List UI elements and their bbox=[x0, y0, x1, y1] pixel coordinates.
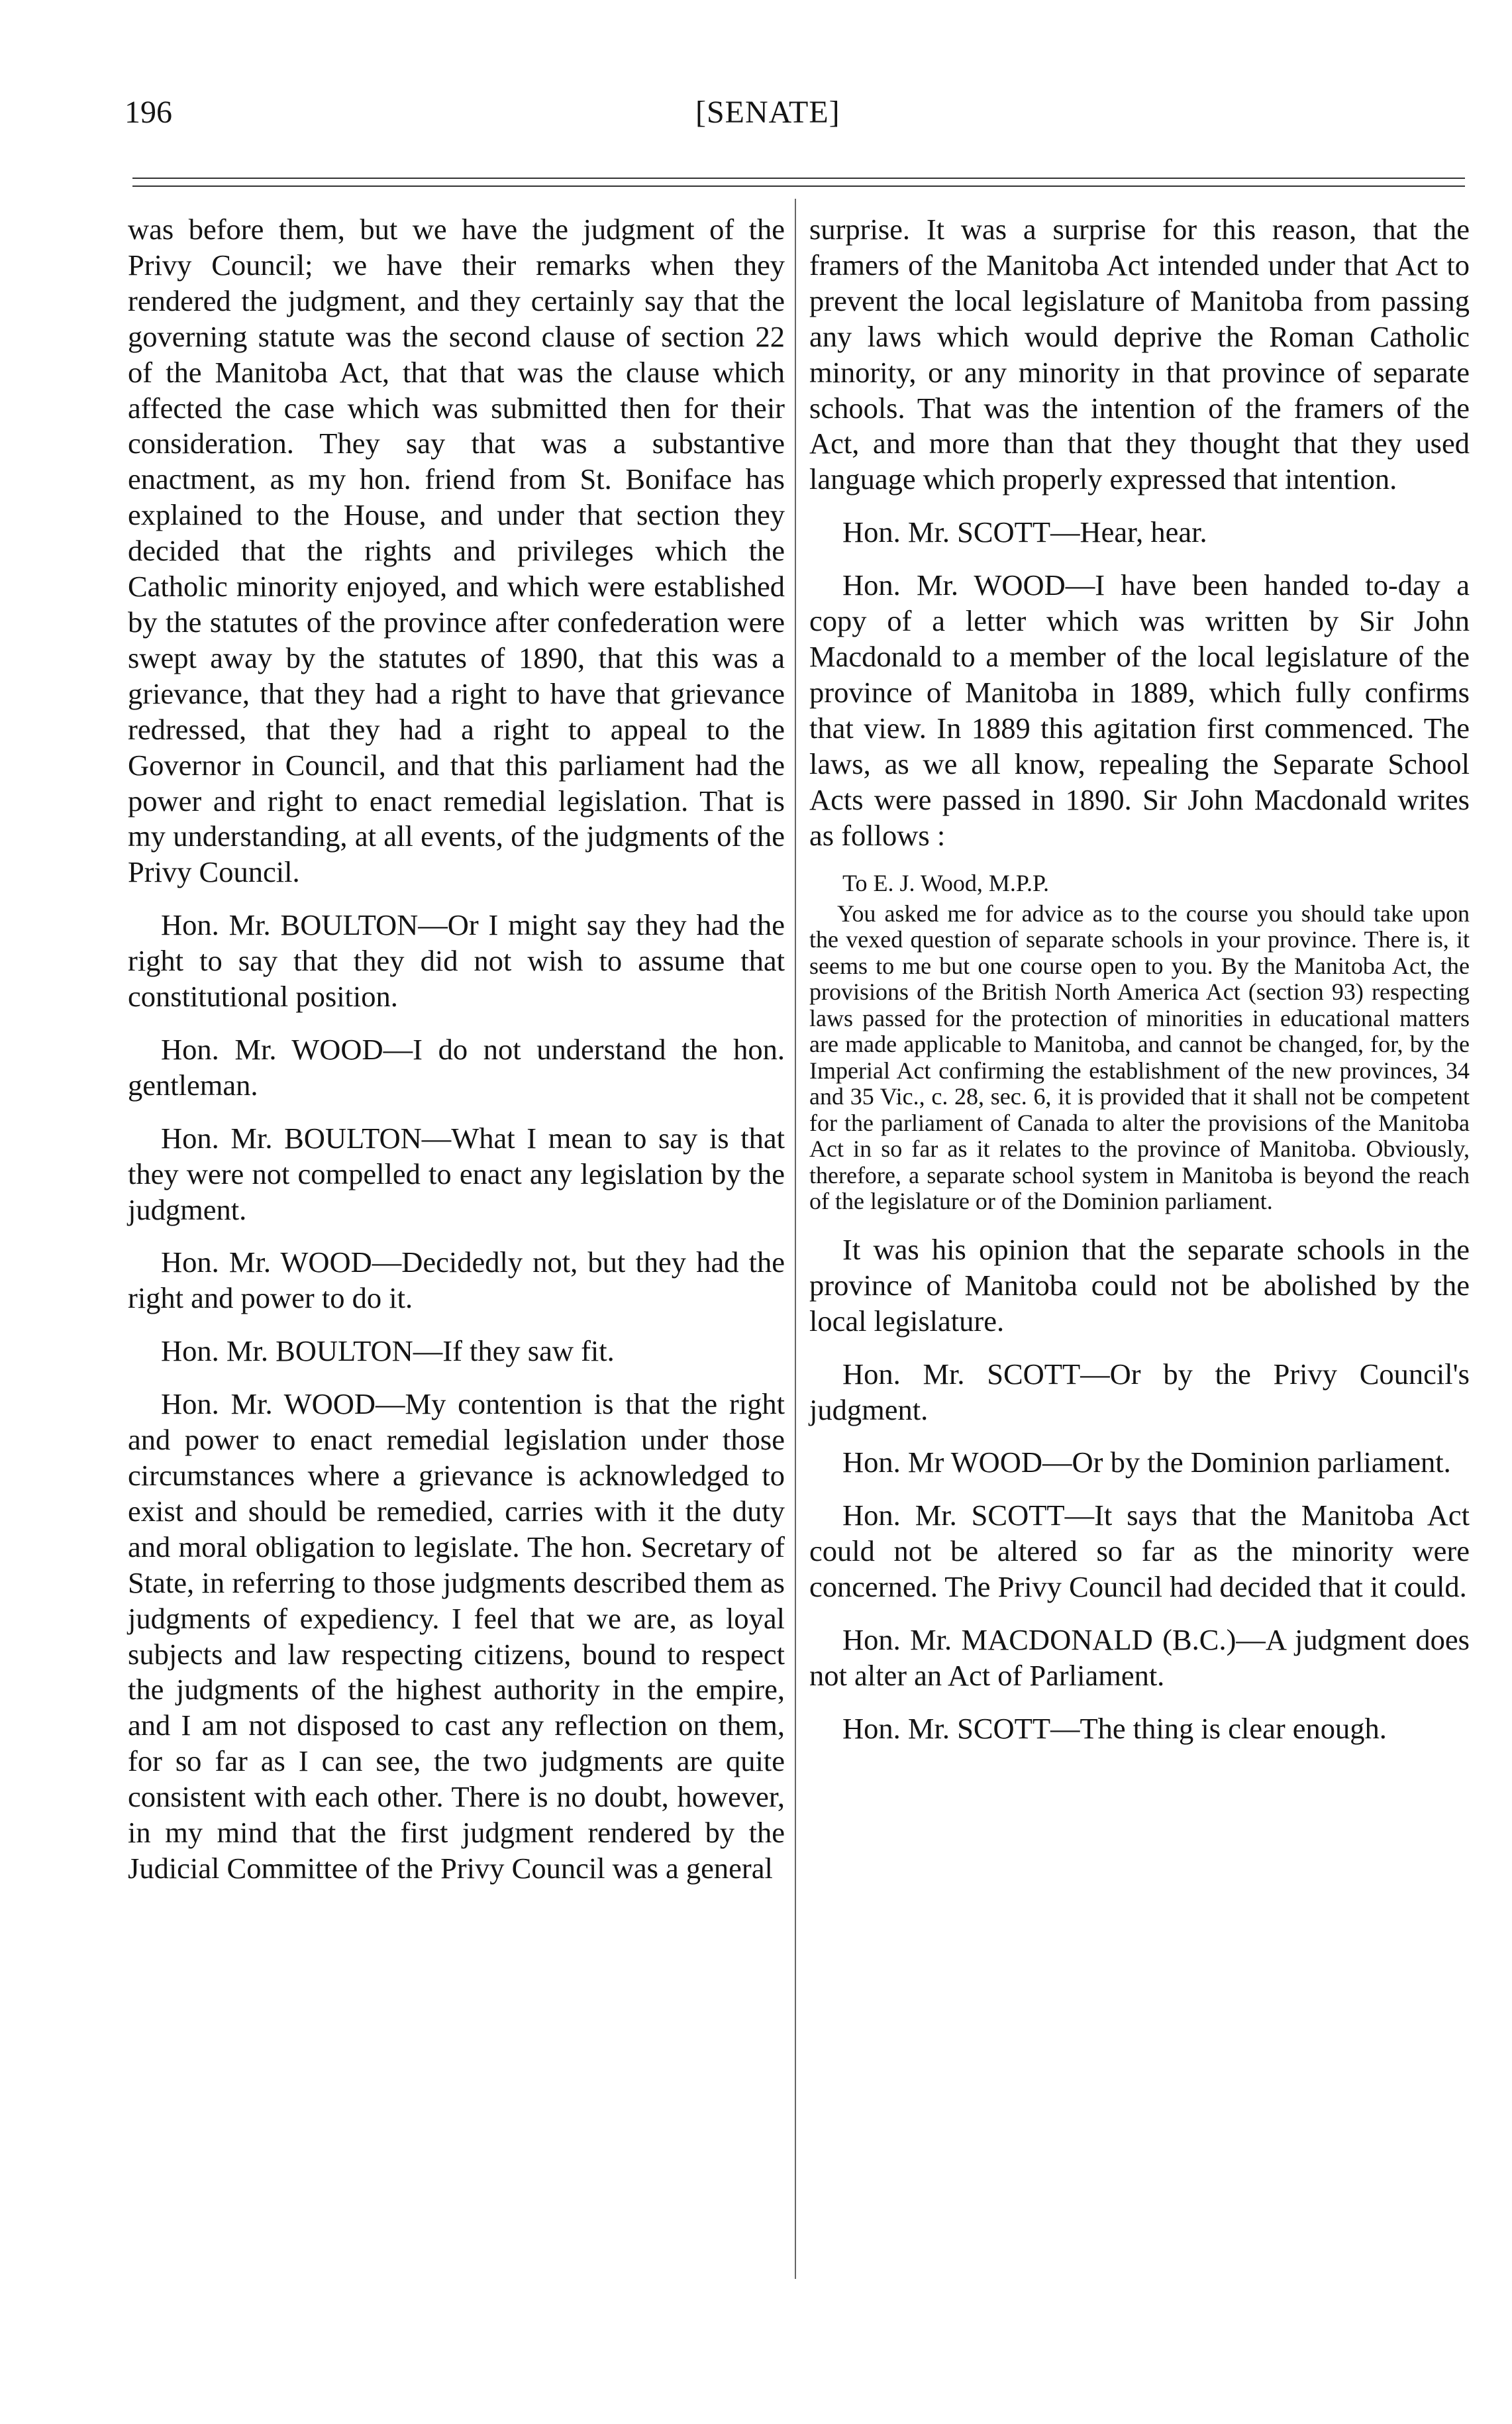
right-paragraph: surprise. It was a surprise for this reason, that the framers of the Manitoba Act intended under that Act to prevent the local legislature of Manitoba from passing any laws which would deprive the Roman Catholic minority, or any minority in that province of separate schools. That was the intention of the framers of the Act, and more than that they thought that they used language which properly expressed that intention. bbox=[809, 213, 1470, 496]
left-paragraph: Hon. Mr. BOULTON—If they saw fit. bbox=[161, 1334, 615, 1368]
right-paragraph: Hon. Mr. SCOTT—It says that the Manitoba Act could not be altered so far as the minority were concerned. The Privy Council had decided that it could. bbox=[809, 1499, 1470, 1604]
left-paragraph: was before them, but we have the judgment of the Privy Council; we have their remarks when they rendered the judgment, and they certainly say that the governing statute was the second clause of section 22 of the Manitoba Act, that that was the clause which affected the case which was submitted then for their consideration. They say that was a substantive enactment, as my hon. friend from St. Boniface has explained to the House, and under that section they decided that the rights and privileges which the Catholic minority enjoyed, and which were established by the statutes of the province after confederation were swept away by the statutes of 1890, that this was a grievance, that they had a right to have that grievance redressed, that they had a right to appeal to the Governor in Council, and that this parliament had the power and right to enact remedial legislation. That is my understanding, at all events, of the judgments of the Privy Council. bbox=[128, 213, 785, 889]
page-number: 196 bbox=[125, 95, 172, 130]
letter-salutation: To E. J. Wood, M.P.P. bbox=[842, 870, 1049, 897]
right-column bbox=[809, 212, 1470, 1747]
right-paragraph: Hon. Mr. WOOD—I have been handed to-day a copy of a letter which was written by Sir John Macdonald to a member of the local legislature of the province of Manitoba in 1889, which fully confirms that view. In 1889 this agitation first commenced. The laws, as we all know, repealing the Separate School Acts were passed in 1890. Sir John Macdonald writes as follows : bbox=[809, 568, 1470, 852]
right-paragraph: Hon. Mr. MACDONALD (B.C.)—A judgment does not alter an Act of Parliament. bbox=[809, 1623, 1470, 1692]
header-rule-top bbox=[132, 178, 1465, 179]
left-paragraph: Hon. Mr. WOOD—My contention is that the right and power to enact remedial legislation under those circumstances where a grievance is acknowledged to exist and should be remedied, carries with it the duty and moral obligation to legislate. The hon. Secretary of State, in referring to those judgments described them as judgments of expediency. I feel that we are, as loyal subjects and law respecting citizens, bound to respect the judgments of the highest authority in the empire, and I am not disposed to cast any reflection on them, for so far as I can see, the two judgments are quite consistent with each other. There is no doubt, however, in my mind that the first judgment rendered by the Judicial Committee of the Privy Council was a general bbox=[128, 1387, 785, 1885]
left-paragraph: Hon. Mr. BOULTON—What I mean to say is that they were not compelled to enact any legislation by the judgment. bbox=[128, 1121, 785, 1226]
right-paragraph: Hon. Mr. SCOTT—The thing is clear enough. bbox=[842, 1711, 1387, 1745]
right-paragraph: Hon. Mr. SCOTT—Hear, hear. bbox=[842, 515, 1207, 549]
left-paragraph: Hon. Mr. BOULTON—Or I might say they had the right to say that they did not wish to assume that constitutional position. bbox=[128, 908, 785, 1014]
right-paragraph: It was his opinion that the separate schools in the province of Manitoba could not be abolished by the local legislature. bbox=[809, 1232, 1470, 1338]
column-divider bbox=[795, 199, 796, 2279]
section-title: [SENATE] bbox=[695, 95, 840, 130]
left-paragraph: Hon. Mr. WOOD—Decidedly not, but they had the right and power to do it. bbox=[128, 1245, 785, 1315]
right-paragraph: Hon. Mr WOOD—Or by the Dominion parliament. bbox=[842, 1446, 1451, 1479]
letter-body: You asked me for advice as to the course you should take upon the vexed question of separate schools in your province. There is, it seems to me but one course open to you. By the Manitoba Act, the provisions of the British North America Act (section 93) respecting laws passed for the protection of minorities in educational matters are made applicable to Manitoba, and cannot be changed, for, by the Imperial Act confirming the establishment of the new provinces, 34 and 35 Vic., c. 28, sec. 6, it is provided that it shall not be competent for the parliament of Canada to alter the provisions of the Manitoba Act in so far as it relates to the province of Manitoba. Obviously, therefore, a separate school system in Manitoba is beyond the reach of the legislature or of the Dominion parliament. bbox=[809, 900, 1470, 1215]
header-rule-bottom bbox=[132, 185, 1465, 187]
left-paragraph: Hon. Mr. WOOD—I do not understand the hon. gentleman. bbox=[128, 1032, 785, 1102]
left-column bbox=[128, 212, 785, 1887]
right-paragraph: Hon. Mr. SCOTT—Or by the Privy Council's judgment. bbox=[809, 1357, 1470, 1426]
quoted-letter bbox=[809, 870, 1470, 1215]
